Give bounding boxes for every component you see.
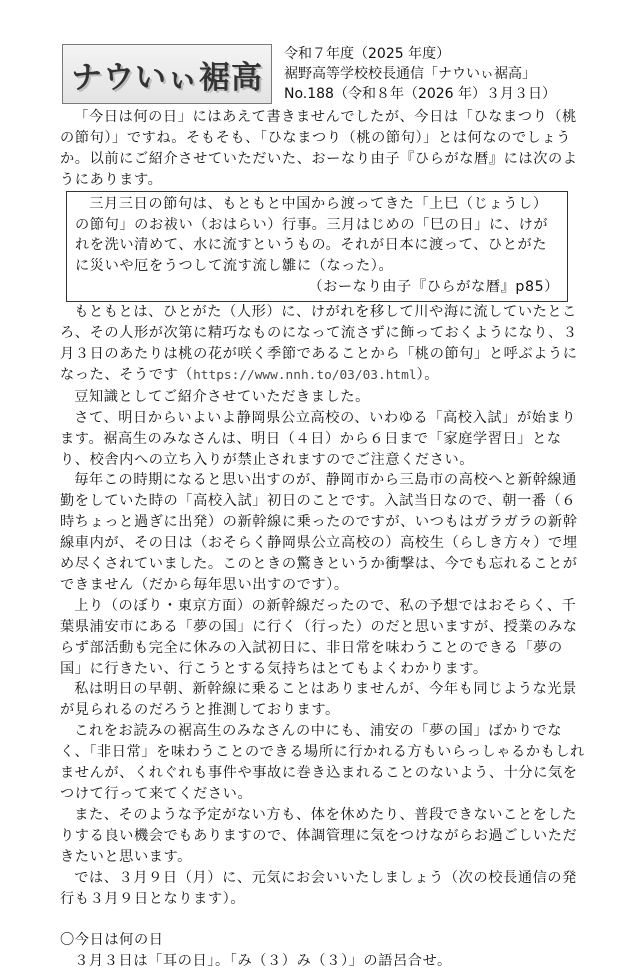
paragraph-dreamland: 上り（のぼり・東京方面）の新幹線だったので、私の予想ではおそらく、千葉県浦安市にある「夢の国」に行く（行った）のだと思いますが、授業のみならず部活動も完全に休みの入試初日に、非日常を味わうことのできる「夢の国」に行きたい、行こうとする気持ちはとてもよくわかります。 <box>60 597 578 677</box>
article-body <box>60 107 585 972</box>
organization-line: 裾野高等学校校長通信「ナウいぃ裾高」 <box>284 66 536 82</box>
origin-text-end: ）。 <box>416 366 440 383</box>
newsletter-meta <box>284 44 556 104</box>
paragraph-trivia: 豆知識としてご紹介させていただきました。 <box>74 388 370 405</box>
quote-box <box>66 191 568 303</box>
paragraph-exam-notice: さて、明日からいよいよ静岡県公立高校の、いわゆる「高校入試」が始まります。裾高生のみなさんは、明日（４日）から６日まで「家庭学習日」となり、校舎内への立ち入りが禁止されますのでご注意ください。 <box>60 409 577 468</box>
quote-citation: （おーなり由子『ひらがな暦』p85） <box>308 279 559 296</box>
fiscal-year-line: 令和７年度（2025 年度） <box>284 46 451 62</box>
paragraph-memory: 毎年この時期になると思い出すのが、静岡市から三島市の高校へと新幹線通勤をしていた時の「高校入試」初日のことです。入試当日なので、朝一番（６時ちょっと過ぎに出発）の新幹線に乗ったのですが、いつもはガラガラの新幹線車内が、その日は（おそらく静岡県公立高校の）高校生（らしき方々）で埋め尽くされていました。このときの驚きというか衝撃は、今でも忘れることができません（だから毎年思い出すのです）。 <box>60 472 578 593</box>
issue-line: No.188（令和８年（2026 年）３月３日） <box>284 86 557 102</box>
newsletter-title-box <box>62 44 272 104</box>
intro-paragraph: 「今日は何の日」にはあえて書きませんでしたが、今日は「ひなまつり（桃の節句）」ですね。そもそも、「ひなまつり（桃の節句）」とは何なのでしょうか。以前にご紹介させていただいた、おーなり由子『ひらがな暦』には次のようにあります。 <box>60 109 578 188</box>
newsletter-header <box>62 44 577 104</box>
newsletter-title: ナウいぃ裾高 <box>71 59 263 96</box>
today-text: ３月３日は「耳の日」。「み（３）み（３）」の語呂合せ。 <box>74 953 452 970</box>
paragraph-origin <box>60 302 585 387</box>
origin-text: もともとは、ひとがた（人形）に、けがれを移して川や海に流していたところ、その人形が次第に精巧なものになって流さずに飾っておくようになり、３月３日のあたりは桃の花が咲く季節であることから「桃の節句」と呼ぶようになった、そうです（ <box>60 304 578 383</box>
paragraph-caution: これをお読みの裾高生のみなさんの中にも、浦安の「夢の国」ばかりでなく、「非日常」を味わうことのできる場所に行かれる方もいらっしゃるかもしれませんが、くれぐれも事件や事故に巻き込まれることのないよう、十分に気をつけて行って来てください。 <box>60 723 585 802</box>
source-link[interactable]: https://www.nnh.to/03/03.html <box>193 367 417 383</box>
quote-text: 三月三日の節句は、もともと中国から渡ってきた「上巳（じょうし）の節句」のお祓い（おはらい）行事。三月はじめの「巳の日」に、けがれを洗い清めて、水に流すというもの。それが日本に渡って、ひとがたに災いや厄をうつして流す流し雛に（なった）。 <box>75 195 549 275</box>
paragraph-tomorrow: 私は明日の早朝、新幹線に乗ることはありませんが、今年も同じような光景が見られるのだろうと推測しております。 <box>60 681 577 719</box>
today-heading: 〇今日は何の日 <box>60 932 164 949</box>
paragraph-rest: また、そのような予定がない方も、体を休めたり、普段できないことをしたりする良い機会でもありますので、体調管理に気をつけながらお過ごしいただきたいと思います。 <box>60 806 578 865</box>
paragraph-closing: では、３月９日（月）に、元気にお会いいたしましょう（次の校長通信の発行も３月９日となります）。 <box>60 869 577 907</box>
spacer <box>60 909 585 930</box>
